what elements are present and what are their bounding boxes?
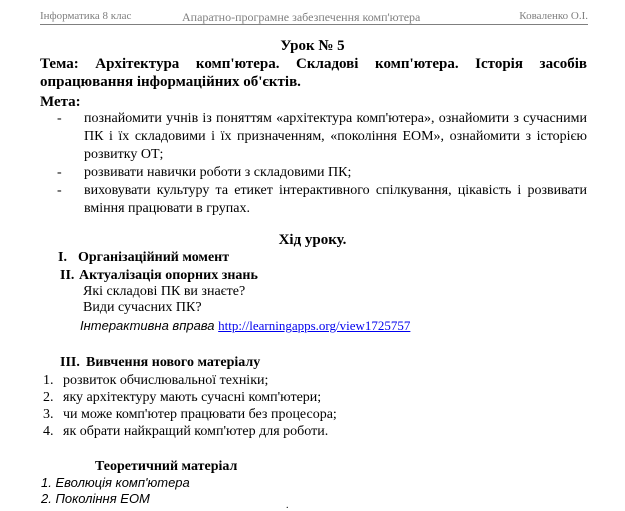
theory-item: 2. Покоління ЕОМ: [41, 491, 150, 506]
goal-text: розвивати навички роботи з складовими ПК;: [84, 165, 352, 180]
goal-item: [57, 182, 587, 218]
item-number: 4.: [43, 424, 54, 439]
goals-label: Мета:: [40, 94, 81, 110]
numbered-item: [43, 407, 337, 423]
goal-text: познайомити учнів із поняттям «архітектура комп'ютера», ознайомити з сучасними ПК і їх складовими і їх призначенням, «покоління ЕОМ», ознайомити з історією розвитку ОТ;: [84, 111, 587, 162]
section-title: Вивчення нового матеріалу: [86, 355, 261, 370]
goal-item: [57, 110, 587, 164]
section-numeral: III.: [60, 355, 80, 370]
lesson-title: Урок № 5: [280, 38, 345, 54]
item-text: чи може комп'ютер працювати без процесора;: [63, 407, 337, 422]
header-author: Коваленко О.І.: [519, 10, 588, 22]
numbered-item: [43, 424, 328, 440]
interactive-label: Інтерактивна вправа: [80, 318, 215, 333]
item-number: 2.: [43, 390, 54, 405]
header-topic: Апаратно-програмне забезпечення комп'ютера: [182, 10, 421, 24]
section-new-material: [60, 355, 260, 371]
goal-dash: -: [57, 165, 62, 180]
header-subject: Інформатика 8 клас: [40, 10, 132, 22]
theory-item: 1. Еволюція комп'ютера: [41, 475, 190, 490]
numbered-item: [43, 390, 321, 406]
section-organizational: [58, 250, 229, 266]
section-numeral: I.: [58, 250, 67, 265]
progress-title: Хід уроку.: [278, 232, 347, 248]
section-title: Організаційний момент: [78, 250, 230, 265]
section-numeral: II.: [60, 268, 75, 283]
section-title: Актуалізація опорних знань: [79, 268, 258, 283]
footer-mark: .: [286, 500, 289, 511]
interactive-exercise: [80, 318, 410, 334]
goal-text: виховувати культуру та етикет інтерактивного спілкування, цікавість і розвивати вміння працювати в групах.: [84, 183, 587, 216]
section-actualization: [60, 268, 258, 284]
goal-item: [57, 164, 587, 182]
question-item: Які складові ПК ви знаєте?: [83, 284, 246, 299]
lesson-topic: Тема: Архітектура комп'ютера. Складові комп'ютера. Історія засобів опрацювання інформаційних об'єктів.: [40, 56, 587, 90]
goal-dash: -: [57, 111, 62, 126]
page-header: [40, 10, 588, 25]
goal-dash: -: [57, 183, 62, 198]
learningapps-link[interactable]: http://learningapps.org/view1725757: [218, 318, 411, 333]
goals-list: [57, 110, 587, 218]
item-text: як обрати найкращий комп'ютер для роботи.: [63, 424, 329, 439]
item-text: яку архітектуру мають сучасні комп'ютери;: [63, 390, 322, 405]
theory-title: Теоретичний матеріал: [95, 459, 238, 474]
item-number: 1.: [43, 373, 54, 388]
item-text: розвиток обчислювальної техніки;: [63, 373, 269, 388]
numbered-item: [43, 373, 268, 389]
question-item: Види сучасних ПК?: [83, 300, 202, 315]
item-number: 3.: [43, 407, 54, 422]
